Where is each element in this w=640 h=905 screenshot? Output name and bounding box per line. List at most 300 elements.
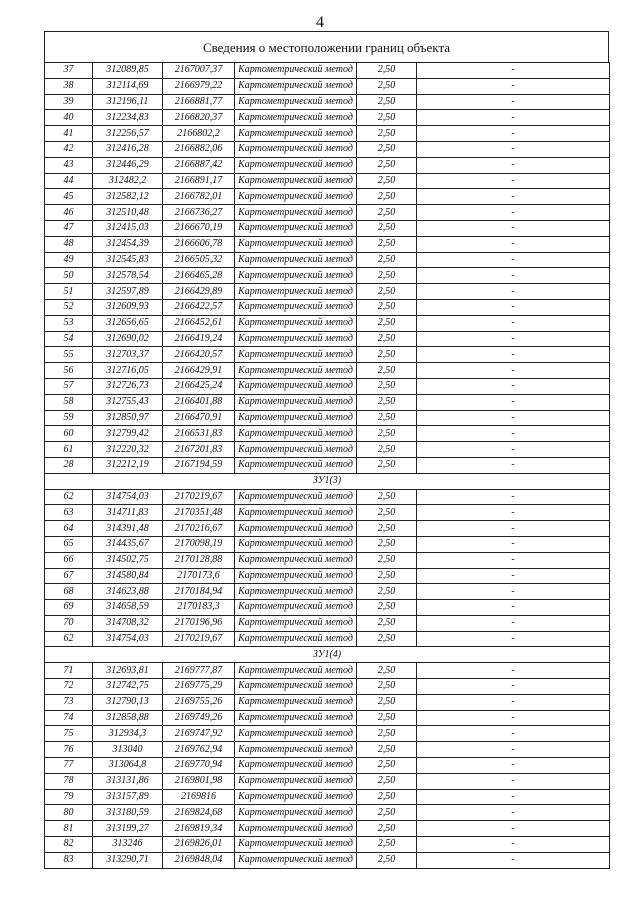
x-coordinate-cell: 312799,42 xyxy=(93,426,163,442)
y-coordinate-cell: 2169824,68 xyxy=(163,805,235,821)
accuracy-cell: 2,50 xyxy=(357,631,417,647)
x-coordinate-cell: 313199,27 xyxy=(93,821,163,837)
note-cell: - xyxy=(417,205,610,221)
table-row xyxy=(45,315,610,331)
accuracy-cell: 2,50 xyxy=(357,205,417,221)
method-cell: Картометрический метод xyxy=(235,694,357,710)
accuracy-cell: 2,50 xyxy=(357,157,417,173)
accuracy-cell: 2,50 xyxy=(357,789,417,805)
table-row xyxy=(45,679,610,695)
method-cell: Картометрический метод xyxy=(235,442,357,458)
point-number-cell: 43 xyxy=(45,157,93,173)
method-cell: Картометрический метод xyxy=(235,363,357,379)
table-row xyxy=(45,758,610,774)
point-number-cell: 64 xyxy=(45,521,93,537)
x-coordinate-cell: 312545,83 xyxy=(93,252,163,268)
x-coordinate-cell: 312415,03 xyxy=(93,220,163,236)
note-cell: - xyxy=(417,94,610,110)
accuracy-cell: 2,50 xyxy=(357,726,417,742)
accuracy-cell: 2,50 xyxy=(357,552,417,568)
y-coordinate-cell: 2166420,57 xyxy=(163,347,235,363)
method-cell: Картометрический метод xyxy=(235,173,357,189)
table-row xyxy=(45,126,610,142)
note-cell: - xyxy=(417,426,610,442)
method-cell: Картометрический метод xyxy=(235,157,357,173)
table-row xyxy=(45,584,610,600)
table-row xyxy=(45,821,610,837)
x-coordinate-cell: 312114,69 xyxy=(93,78,163,94)
x-coordinate-cell: 312609,93 xyxy=(93,299,163,315)
x-coordinate-cell: 312858,88 xyxy=(93,710,163,726)
x-coordinate-cell: 312256,57 xyxy=(93,126,163,142)
accuracy-cell: 2,50 xyxy=(357,394,417,410)
note-cell: - xyxy=(417,78,610,94)
method-cell: Картометрический метод xyxy=(235,821,357,837)
method-cell: Картометрический метод xyxy=(235,758,357,774)
method-cell: Картометрический метод xyxy=(235,110,357,126)
accuracy-cell: 2,50 xyxy=(357,252,417,268)
table-row xyxy=(45,394,610,410)
y-coordinate-cell: 2166606,78 xyxy=(163,236,235,252)
method-cell: Картометрический метод xyxy=(235,773,357,789)
accuracy-cell: 2,50 xyxy=(357,568,417,584)
page-number: 4 xyxy=(316,14,324,31)
point-number-cell: 70 xyxy=(45,615,93,631)
point-number-cell: 77 xyxy=(45,758,93,774)
table-row xyxy=(45,742,610,758)
point-number-cell: 39 xyxy=(45,94,93,110)
x-coordinate-cell: 314391,48 xyxy=(93,521,163,537)
accuracy-cell: 2,50 xyxy=(357,363,417,379)
note-cell: - xyxy=(417,220,610,236)
table-row xyxy=(45,157,610,173)
x-coordinate-cell: 314708,32 xyxy=(93,615,163,631)
point-number-cell: 28 xyxy=(45,457,93,473)
point-number-cell: 76 xyxy=(45,742,93,758)
method-cell: Картометрический метод xyxy=(235,584,357,600)
y-coordinate-cell: 2166782,01 xyxy=(163,189,235,205)
x-coordinate-cell: 312220,32 xyxy=(93,442,163,458)
table-row xyxy=(45,189,610,205)
x-coordinate-cell: 313157,89 xyxy=(93,789,163,805)
point-number-cell: 49 xyxy=(45,252,93,268)
point-number-cell: 81 xyxy=(45,821,93,837)
x-coordinate-cell: 312716,05 xyxy=(93,363,163,379)
y-coordinate-cell: 2169755,26 xyxy=(163,694,235,710)
method-cell: Картометрический метод xyxy=(235,742,357,758)
point-number-cell: 82 xyxy=(45,837,93,853)
table-row xyxy=(45,173,610,189)
x-coordinate-cell: 312510,48 xyxy=(93,205,163,221)
method-cell: Картометрический метод xyxy=(235,331,357,347)
x-coordinate-cell: 312454,39 xyxy=(93,236,163,252)
point-number-cell: 62 xyxy=(45,489,93,505)
point-number-cell: 50 xyxy=(45,268,93,284)
y-coordinate-cell: 2169826,01 xyxy=(163,837,235,853)
x-coordinate-cell: 312597,89 xyxy=(93,284,163,300)
point-number-cell: 45 xyxy=(45,189,93,205)
section-label: ЗУ1(3) xyxy=(45,473,610,489)
note-cell: - xyxy=(417,758,610,774)
table-row xyxy=(45,521,610,537)
table-row xyxy=(45,94,610,110)
point-number-cell: 69 xyxy=(45,600,93,616)
method-cell: Картометрический метод xyxy=(235,94,357,110)
table-row xyxy=(45,505,610,521)
accuracy-cell: 2,50 xyxy=(357,220,417,236)
y-coordinate-cell: 2170173,6 xyxy=(163,568,235,584)
accuracy-cell: 2,50 xyxy=(357,126,417,142)
method-cell: Картометрический метод xyxy=(235,852,357,868)
note-cell: - xyxy=(417,363,610,379)
x-coordinate-cell: 312582,12 xyxy=(93,189,163,205)
method-cell: Картометрический метод xyxy=(235,410,357,426)
note-cell: - xyxy=(417,584,610,600)
y-coordinate-cell: 2170351,48 xyxy=(163,505,235,521)
x-coordinate-cell: 312416,28 xyxy=(93,141,163,157)
point-number-cell: 47 xyxy=(45,220,93,236)
point-number-cell: 55 xyxy=(45,347,93,363)
x-coordinate-cell: 312703,37 xyxy=(93,347,163,363)
x-coordinate-cell: 312234,83 xyxy=(93,110,163,126)
note-cell: - xyxy=(417,489,610,505)
method-cell: Картометрический метод xyxy=(235,457,357,473)
method-cell: Картометрический метод xyxy=(235,268,357,284)
y-coordinate-cell: 2169762,94 xyxy=(163,742,235,758)
note-cell: - xyxy=(417,852,610,868)
accuracy-cell: 2,50 xyxy=(357,805,417,821)
method-cell: Картометрический метод xyxy=(235,600,357,616)
x-coordinate-cell: 312482,2 xyxy=(93,173,163,189)
coordinates-table xyxy=(44,62,610,869)
table-row xyxy=(45,110,610,126)
method-cell: Картометрический метод xyxy=(235,679,357,695)
y-coordinate-cell: 2166670,19 xyxy=(163,220,235,236)
table-row xyxy=(45,663,610,679)
table-row xyxy=(45,552,610,568)
table-row xyxy=(45,694,610,710)
accuracy-cell: 2,50 xyxy=(357,110,417,126)
accuracy-cell: 2,50 xyxy=(357,505,417,521)
section-row xyxy=(45,647,610,663)
accuracy-cell: 2,50 xyxy=(357,78,417,94)
accuracy-cell: 2,50 xyxy=(357,189,417,205)
y-coordinate-cell: 2169775,29 xyxy=(163,679,235,695)
y-coordinate-cell: 2166429,89 xyxy=(163,284,235,300)
point-number-cell: 60 xyxy=(45,426,93,442)
note-cell: - xyxy=(417,837,610,853)
coordinates-table-body xyxy=(45,63,610,869)
point-number-cell: 48 xyxy=(45,236,93,252)
method-cell: Картометрический метод xyxy=(235,426,357,442)
method-cell: Картометрический метод xyxy=(235,837,357,853)
table-row xyxy=(45,299,610,315)
note-cell: - xyxy=(417,126,610,142)
table-title: Сведения о местоположении границ объекта xyxy=(44,31,609,62)
accuracy-cell: 2,50 xyxy=(357,852,417,868)
accuracy-cell: 2,50 xyxy=(357,94,417,110)
note-cell: - xyxy=(417,615,610,631)
point-number-cell: 37 xyxy=(45,63,93,79)
point-number-cell: 79 xyxy=(45,789,93,805)
accuracy-cell: 2,50 xyxy=(357,347,417,363)
point-number-cell: 75 xyxy=(45,726,93,742)
table-row xyxy=(45,852,610,868)
table-row xyxy=(45,347,610,363)
x-coordinate-cell: 314580,84 xyxy=(93,568,163,584)
section-row xyxy=(45,473,610,489)
x-coordinate-cell: 312790,13 xyxy=(93,694,163,710)
y-coordinate-cell: 2169801,98 xyxy=(163,773,235,789)
y-coordinate-cell: 2166429,91 xyxy=(163,363,235,379)
x-coordinate-cell: 312690,02 xyxy=(93,331,163,347)
point-number-cell: 56 xyxy=(45,363,93,379)
table-row xyxy=(45,426,610,442)
x-coordinate-cell: 312742,75 xyxy=(93,679,163,695)
x-coordinate-cell: 312212,19 xyxy=(93,457,163,473)
y-coordinate-cell: 2167201,83 xyxy=(163,442,235,458)
y-coordinate-cell: 2166979,22 xyxy=(163,78,235,94)
accuracy-cell: 2,50 xyxy=(357,173,417,189)
note-cell: - xyxy=(417,600,610,616)
accuracy-cell: 2,50 xyxy=(357,600,417,616)
accuracy-cell: 2,50 xyxy=(357,63,417,79)
accuracy-cell: 2,50 xyxy=(357,331,417,347)
method-cell: Картометрический метод xyxy=(235,615,357,631)
accuracy-cell: 2,50 xyxy=(357,236,417,252)
method-cell: Картометрический метод xyxy=(235,141,357,157)
note-cell: - xyxy=(417,552,610,568)
boundary-sheet xyxy=(44,31,609,869)
x-coordinate-cell: 312755,43 xyxy=(93,394,163,410)
note-cell: - xyxy=(417,536,610,552)
accuracy-cell: 2,50 xyxy=(357,615,417,631)
method-cell: Картометрический метод xyxy=(235,631,357,647)
point-number-cell: 67 xyxy=(45,568,93,584)
point-number-cell: 61 xyxy=(45,442,93,458)
method-cell: Картометрический метод xyxy=(235,63,357,79)
method-cell: Картометрический метод xyxy=(235,489,357,505)
x-coordinate-cell: 312446,29 xyxy=(93,157,163,173)
point-number-cell: 42 xyxy=(45,141,93,157)
note-cell: - xyxy=(417,173,610,189)
method-cell: Картометрический метод xyxy=(235,505,357,521)
note-cell: - xyxy=(417,189,610,205)
accuracy-cell: 2,50 xyxy=(357,536,417,552)
table-row xyxy=(45,378,610,394)
point-number-cell: 73 xyxy=(45,694,93,710)
y-coordinate-cell: 2169848,04 xyxy=(163,852,235,868)
x-coordinate-cell: 314754,03 xyxy=(93,489,163,505)
method-cell: Картометрический метод xyxy=(235,126,357,142)
table-row xyxy=(45,726,610,742)
accuracy-cell: 2,50 xyxy=(357,679,417,695)
x-coordinate-cell: 313246 xyxy=(93,837,163,853)
y-coordinate-cell: 2166802,2 xyxy=(163,126,235,142)
y-coordinate-cell: 2167194,59 xyxy=(163,457,235,473)
note-cell: - xyxy=(417,236,610,252)
y-coordinate-cell: 2170219,67 xyxy=(163,631,235,647)
section-label: ЗУ1(4) xyxy=(45,647,610,663)
table-row xyxy=(45,78,610,94)
accuracy-cell: 2,50 xyxy=(357,378,417,394)
method-cell: Картометрический метод xyxy=(235,347,357,363)
y-coordinate-cell: 2170183,3 xyxy=(163,600,235,616)
table-row xyxy=(45,331,610,347)
y-coordinate-cell: 2169770,94 xyxy=(163,758,235,774)
table-row xyxy=(45,141,610,157)
x-coordinate-cell: 313064,8 xyxy=(93,758,163,774)
table-row xyxy=(45,284,610,300)
note-cell: - xyxy=(417,773,610,789)
method-cell: Картометрический метод xyxy=(235,78,357,94)
y-coordinate-cell: 2169749,26 xyxy=(163,710,235,726)
table-row xyxy=(45,205,610,221)
y-coordinate-cell: 2170196,96 xyxy=(163,615,235,631)
table-row xyxy=(45,252,610,268)
accuracy-cell: 2,50 xyxy=(357,742,417,758)
x-coordinate-cell: 312089,85 xyxy=(93,63,163,79)
accuracy-cell: 2,50 xyxy=(357,837,417,853)
y-coordinate-cell: 2170128,88 xyxy=(163,552,235,568)
point-number-cell: 51 xyxy=(45,284,93,300)
y-coordinate-cell: 2169777,87 xyxy=(163,663,235,679)
accuracy-cell: 2,50 xyxy=(357,521,417,537)
y-coordinate-cell: 2169747,92 xyxy=(163,726,235,742)
y-coordinate-cell: 2166736,27 xyxy=(163,205,235,221)
note-cell: - xyxy=(417,63,610,79)
x-coordinate-cell: 313180,59 xyxy=(93,805,163,821)
method-cell: Картометрический метод xyxy=(235,726,357,742)
accuracy-cell: 2,50 xyxy=(357,426,417,442)
point-number-cell: 83 xyxy=(45,852,93,868)
method-cell: Картометрический метод xyxy=(235,284,357,300)
table-row xyxy=(45,410,610,426)
x-coordinate-cell: 314435,67 xyxy=(93,536,163,552)
method-cell: Картометрический метод xyxy=(235,252,357,268)
table-row xyxy=(45,710,610,726)
note-cell: - xyxy=(417,663,610,679)
y-coordinate-cell: 2166419,24 xyxy=(163,331,235,347)
note-cell: - xyxy=(417,521,610,537)
accuracy-cell: 2,50 xyxy=(357,821,417,837)
table-row xyxy=(45,489,610,505)
accuracy-cell: 2,50 xyxy=(357,710,417,726)
method-cell: Картометрический метод xyxy=(235,205,357,221)
accuracy-cell: 2,50 xyxy=(357,694,417,710)
x-coordinate-cell: 312726,73 xyxy=(93,378,163,394)
accuracy-cell: 2,50 xyxy=(357,315,417,331)
method-cell: Картометрический метод xyxy=(235,378,357,394)
table-row xyxy=(45,63,610,79)
x-coordinate-cell: 312656,65 xyxy=(93,315,163,331)
y-coordinate-cell: 2166401,88 xyxy=(163,394,235,410)
y-coordinate-cell: 2170216,67 xyxy=(163,521,235,537)
table-row xyxy=(45,536,610,552)
accuracy-cell: 2,50 xyxy=(357,284,417,300)
accuracy-cell: 2,50 xyxy=(357,410,417,426)
method-cell: Картометрический метод xyxy=(235,536,357,552)
note-cell: - xyxy=(417,110,610,126)
method-cell: Картометрический метод xyxy=(235,789,357,805)
note-cell: - xyxy=(417,742,610,758)
table-row xyxy=(45,363,610,379)
y-coordinate-cell: 2166887,42 xyxy=(163,157,235,173)
point-number-cell: 44 xyxy=(45,173,93,189)
table-row xyxy=(45,220,610,236)
point-number-cell: 58 xyxy=(45,394,93,410)
point-number-cell: 78 xyxy=(45,773,93,789)
table-row xyxy=(45,631,610,647)
table-row xyxy=(45,789,610,805)
x-coordinate-cell: 314754,03 xyxy=(93,631,163,647)
accuracy-cell: 2,50 xyxy=(357,268,417,284)
point-number-cell: 62 xyxy=(45,631,93,647)
point-number-cell: 74 xyxy=(45,710,93,726)
note-cell: - xyxy=(417,631,610,647)
point-number-cell: 54 xyxy=(45,331,93,347)
note-cell: - xyxy=(417,457,610,473)
y-coordinate-cell: 2166881,77 xyxy=(163,94,235,110)
y-coordinate-cell: 2170184,94 xyxy=(163,584,235,600)
note-cell: - xyxy=(417,805,610,821)
note-cell: - xyxy=(417,331,610,347)
y-coordinate-cell: 2166891,17 xyxy=(163,173,235,189)
method-cell: Картометрический метод xyxy=(235,552,357,568)
table-row xyxy=(45,805,610,821)
y-coordinate-cell: 2166452,61 xyxy=(163,315,235,331)
point-number-cell: 53 xyxy=(45,315,93,331)
note-cell: - xyxy=(417,694,610,710)
table-row xyxy=(45,268,610,284)
method-cell: Картометрический метод xyxy=(235,394,357,410)
method-cell: Картометрический метод xyxy=(235,805,357,821)
point-number-cell: 40 xyxy=(45,110,93,126)
note-cell: - xyxy=(417,568,610,584)
x-coordinate-cell: 312196,11 xyxy=(93,94,163,110)
point-number-cell: 52 xyxy=(45,299,93,315)
note-cell: - xyxy=(417,821,610,837)
method-cell: Картометрический метод xyxy=(235,220,357,236)
y-coordinate-cell: 2170219,67 xyxy=(163,489,235,505)
point-number-cell: 65 xyxy=(45,536,93,552)
accuracy-cell: 2,50 xyxy=(357,457,417,473)
x-coordinate-cell: 314502,75 xyxy=(93,552,163,568)
method-cell: Картометрический метод xyxy=(235,568,357,584)
y-coordinate-cell: 2166425,24 xyxy=(163,378,235,394)
table-row xyxy=(45,615,610,631)
y-coordinate-cell: 2167007,37 xyxy=(163,63,235,79)
table-row xyxy=(45,457,610,473)
method-cell: Картометрический метод xyxy=(235,315,357,331)
table-row xyxy=(45,236,610,252)
point-number-cell: 71 xyxy=(45,663,93,679)
x-coordinate-cell: 312578,54 xyxy=(93,268,163,284)
point-number-cell: 46 xyxy=(45,205,93,221)
y-coordinate-cell: 2166465,28 xyxy=(163,268,235,284)
point-number-cell: 66 xyxy=(45,552,93,568)
note-cell: - xyxy=(417,284,610,300)
y-coordinate-cell: 2166470,91 xyxy=(163,410,235,426)
x-coordinate-cell: 312934,3 xyxy=(93,726,163,742)
note-cell: - xyxy=(417,141,610,157)
x-coordinate-cell: 314623,88 xyxy=(93,584,163,600)
x-coordinate-cell: 314711,83 xyxy=(93,505,163,521)
point-number-cell: 63 xyxy=(45,505,93,521)
x-coordinate-cell: 313290,71 xyxy=(93,852,163,868)
note-cell: - xyxy=(417,252,610,268)
note-cell: - xyxy=(417,394,610,410)
